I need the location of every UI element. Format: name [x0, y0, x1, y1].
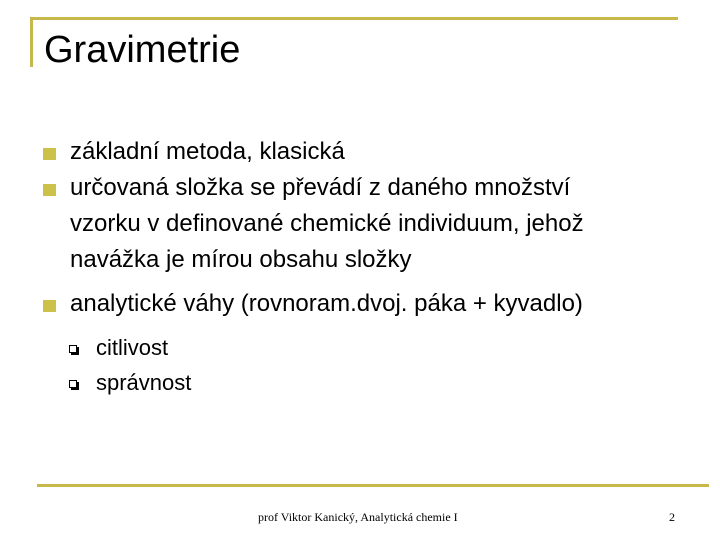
bullet-text: určovaná složka se převádí z daného množství	[70, 174, 571, 201]
footer-text: prof Viktor Kanický, Analytická chemie I	[258, 510, 458, 524]
sub-bullet-item	[69, 370, 192, 395]
bullet-text: navážka je mírou obsahu složky	[70, 246, 412, 273]
shadowed-square-bullet-icon	[69, 345, 77, 353]
square-bullet-icon	[43, 184, 56, 196]
bullet-text: analytické váhy (rovnoram.dvoj. páka + kyvadlo)	[70, 290, 583, 317]
shadowed-square-bullet-icon	[69, 380, 77, 388]
square-bullet-icon	[43, 148, 56, 160]
bullet-item	[43, 138, 713, 165]
bullet-item	[43, 290, 713, 317]
title-frame-left-line	[30, 17, 33, 67]
title-frame-top-line	[30, 17, 678, 20]
bullet-item	[43, 174, 713, 201]
footer-divider	[37, 484, 709, 487]
bullet-text: základní metoda, klasická	[70, 138, 345, 165]
page-number: 2	[669, 510, 675, 524]
sub-bullet-text: citlivost	[96, 335, 169, 360]
sub-bullet-item	[69, 335, 169, 360]
slide-title: Gravimetrie	[44, 29, 241, 71]
square-bullet-icon	[43, 300, 56, 312]
sub-bullet-text: správnost	[96, 370, 192, 395]
bullet-text: vzorku v definované chemické individuum, jehož	[70, 210, 584, 237]
